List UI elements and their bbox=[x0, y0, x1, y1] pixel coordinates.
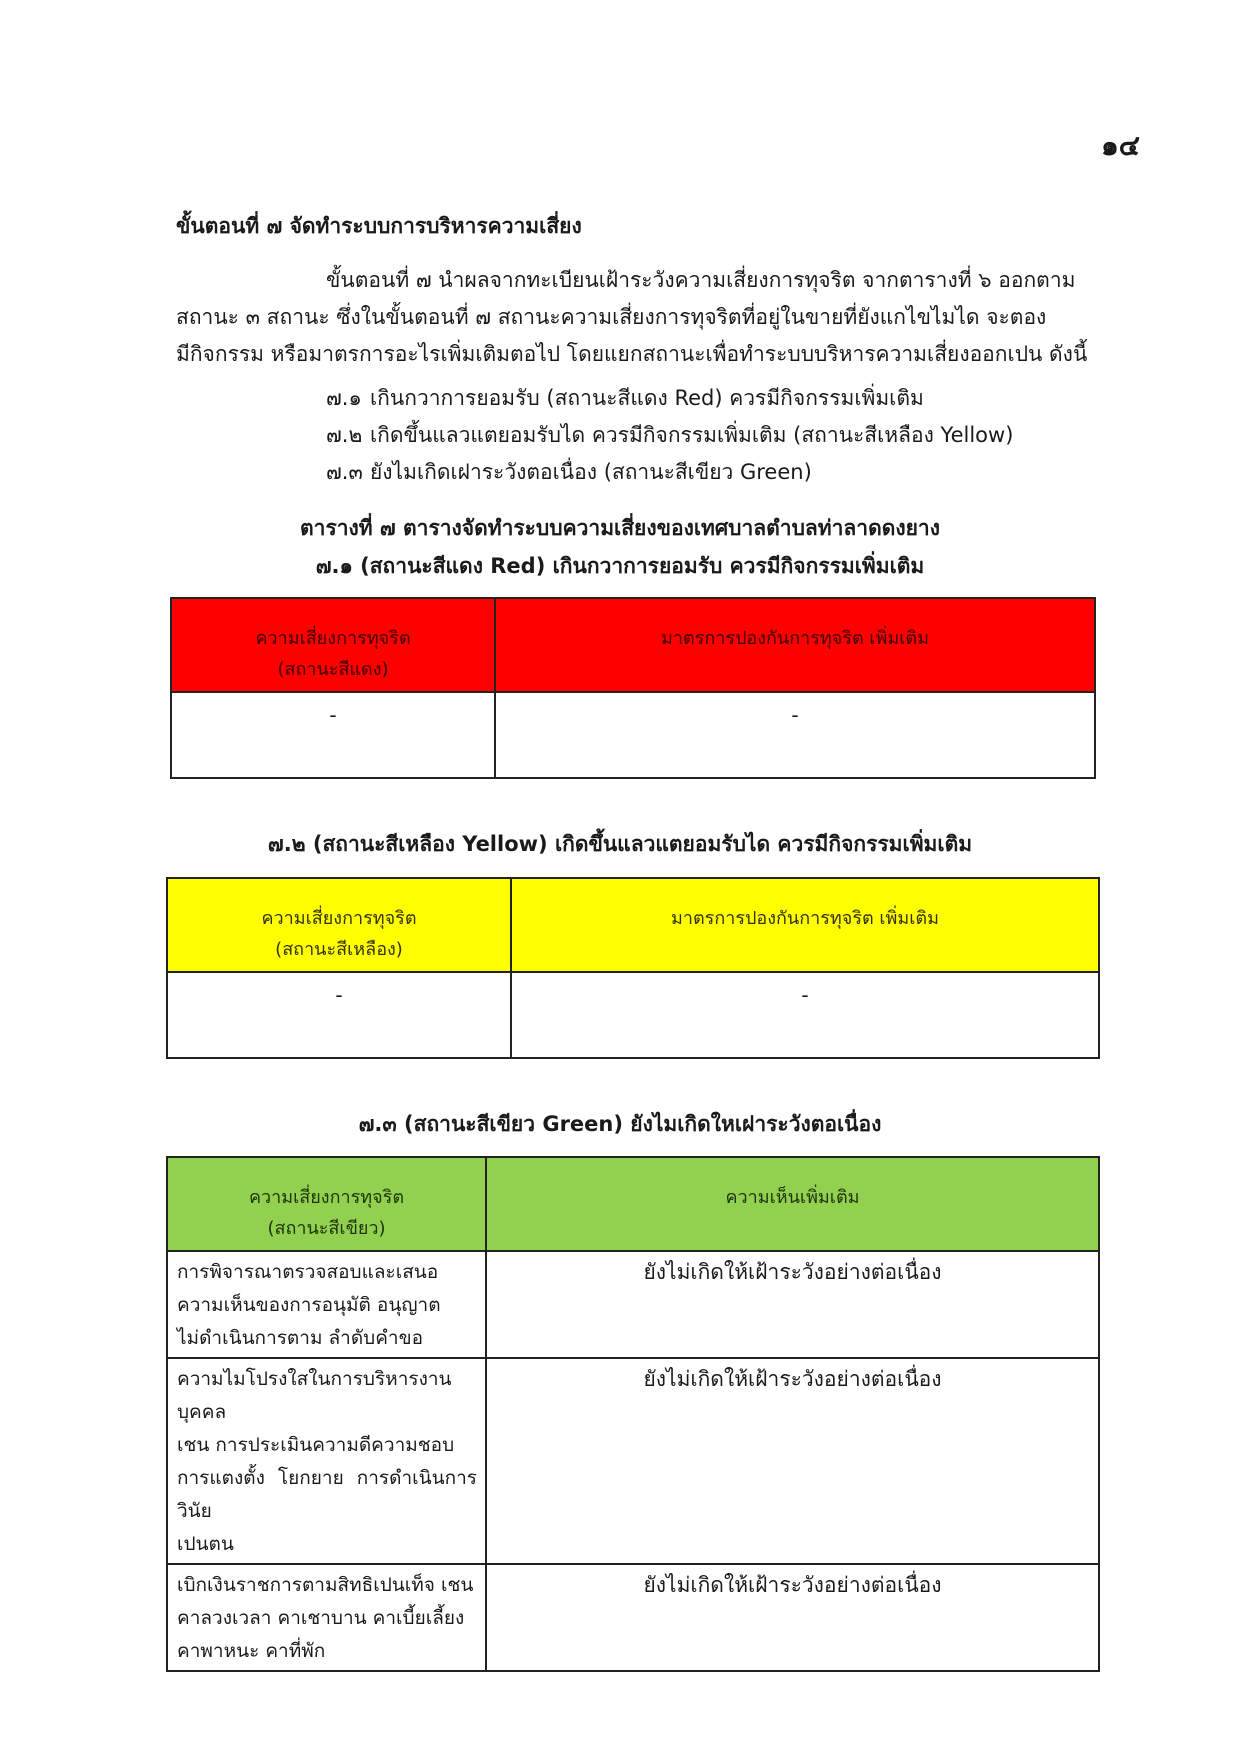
table-cell bbox=[171, 692, 495, 778]
list-item-text: เกินกวาการยอมรับ (สถานะสีแดง Red) ควรมีกิจกรรมเพิ่มเติม bbox=[370, 386, 924, 410]
comment-cell: ยังไม่เกิดให้เฝ้าระวังอย่างต่อเนื่อง bbox=[486, 1358, 1099, 1564]
risk-line: การพิจารณาตรวจสอบและเสนอ bbox=[177, 1261, 439, 1283]
measure-header-label: มาตรการปองกันการทุจริต เพิ่มเติม bbox=[671, 908, 939, 929]
risk-header-label: ความเสี่ยงการทุจริต bbox=[261, 908, 417, 929]
yellow-table-caption: ๗.๒ (สถานะสีเหลือง Yellow) เกิดขึ้นแลวแตยอมรับได ควรมีกิจกรรมเพิ่มเติม bbox=[267, 832, 973, 856]
measure-header-cell bbox=[495, 598, 1095, 692]
measure-header-label: มาตรการปองกันการทุจริต เพิ่มเติม bbox=[661, 628, 929, 649]
risk-cell bbox=[167, 1251, 486, 1358]
empty-dash: - bbox=[335, 983, 343, 1007]
risk-header-label: ความเสี่ยงการทุจริต bbox=[255, 628, 411, 649]
status-label: (สถานะสีแดง) bbox=[277, 659, 389, 680]
risk-line: คาลวงเวลา คาเชาบาน คาเบี้ยเลี้ยง bbox=[177, 1607, 465, 1629]
comment-cell: ยังไม่เกิดให้เฝ้าระวังอย่างต่อเนื่อง bbox=[486, 1251, 1099, 1358]
paragraph-line: สถานะ ๓ สถานะ ซึ่งในขั้นตอนที่ ๗ สถานะความเสี่ยงการทุจริตที่อยู่ในขายที่ยังแกไขไมได จะตอง bbox=[176, 305, 1047, 329]
risk-line: การแตงตั้ง โยกยาย การดำเนินการวินัย bbox=[177, 1467, 477, 1522]
step-heading: ขั้นตอนที่ ๗ จัดทำระบบการบริหารความเสี่ยง bbox=[176, 214, 582, 238]
comment-header-cell bbox=[486, 1157, 1099, 1251]
yellow-status-table bbox=[166, 877, 1100, 1059]
risk-header-cell bbox=[167, 1157, 486, 1251]
risk-header-label: ความเสี่ยงการทุจริต bbox=[248, 1187, 405, 1208]
status-label: (สถานะสีเหลือง) bbox=[275, 939, 403, 960]
table-cell bbox=[511, 972, 1099, 1058]
list-item bbox=[326, 454, 1013, 491]
risk-line: เบิกเงินราชการตามสิทธิเปนเท็จ เชน bbox=[177, 1574, 474, 1596]
risk-line: ความไมโปรงใสในการบริหารงานบุคคล bbox=[177, 1368, 452, 1423]
risk-cell bbox=[167, 1358, 486, 1564]
paragraph-line: ขั้นตอนที่ ๗ นำผลจากทะเบียนเฝ้าระวังความเสี่ยงการทุจริต จากตารางที่ ๖ ออกตาม bbox=[326, 268, 1076, 292]
table-cell bbox=[167, 972, 511, 1058]
comment-header-label: ความเห็นเพิ่มเติม bbox=[725, 1187, 860, 1208]
risk-line: ความเห็นของการอนุมัติ อนุญาต bbox=[177, 1294, 441, 1316]
risk-line: เปนตน bbox=[177, 1533, 234, 1555]
green-status-table bbox=[166, 1156, 1100, 1672]
paragraph-line: มีกิจกรรม หรือมาตรการอะไรเพิ่มเติมตอไป โดยแยกสถานะเพื่อทำระบบบริหารความเสี่ยงออกเปน ดังนี้ bbox=[176, 342, 1088, 366]
table-cell bbox=[495, 692, 1095, 778]
list-item bbox=[326, 417, 1013, 454]
status-list bbox=[326, 380, 1013, 491]
list-item-number: ๗.๑ bbox=[326, 386, 362, 410]
red-status-table bbox=[170, 597, 1096, 779]
status-label: (สถานะสีเขียว) bbox=[267, 1218, 386, 1239]
list-item-text: เกิดขึ้นแลวแตยอมรับได ควรมีกิจกรรมเพิ่มเติม (สถานะสีเหลือง Yellow) bbox=[370, 423, 1014, 447]
risk-line: ไม่ดำเนินการตาม ลำดับคำขอ bbox=[177, 1327, 423, 1349]
list-item-number: ๗.๒ bbox=[326, 423, 363, 447]
risk-header-cell bbox=[171, 598, 495, 692]
list-item-number: ๗.๓ bbox=[326, 460, 363, 484]
green-table-caption: ๗.๓ (สถานะสีเขียว Green) ยังไมเกิดใหเฝาระวังตอเนื่อง bbox=[358, 1112, 882, 1136]
red-table-caption: ๗.๑ (สถานะสีแดง Red) เกินกวาการยอมรับ ควรมีกิจกรรมเพิ่มเติม bbox=[315, 554, 925, 578]
risk-line: คาพาหนะ คาที่พัก bbox=[177, 1640, 326, 1662]
risk-header-cell bbox=[167, 878, 511, 972]
list-item-text: ยังไมเกิดเฝาระวังตอเนื่อง (สถานะสีเขียว Green) bbox=[370, 460, 812, 484]
measure-header-cell bbox=[511, 878, 1099, 972]
risk-cell bbox=[167, 1564, 486, 1671]
comment-cell: ยังไม่เกิดให้เฝ้าระวังอย่างต่อเนื่อง bbox=[486, 1564, 1099, 1671]
step-paragraph bbox=[176, 262, 1088, 373]
table-title: ตารางที่ ๗ ตารางจัดทำระบบความเสี่ยงของเทศบาลตำบลท่าลาดดงยาง bbox=[300, 516, 940, 540]
list-item bbox=[326, 380, 1013, 417]
empty-dash: - bbox=[329, 703, 337, 727]
risk-line: เชน การประเมินความดีความชอบ bbox=[177, 1434, 455, 1456]
empty-dash: - bbox=[791, 703, 799, 727]
page-number: ๑๔ bbox=[1101, 129, 1140, 162]
empty-dash: - bbox=[801, 983, 809, 1007]
